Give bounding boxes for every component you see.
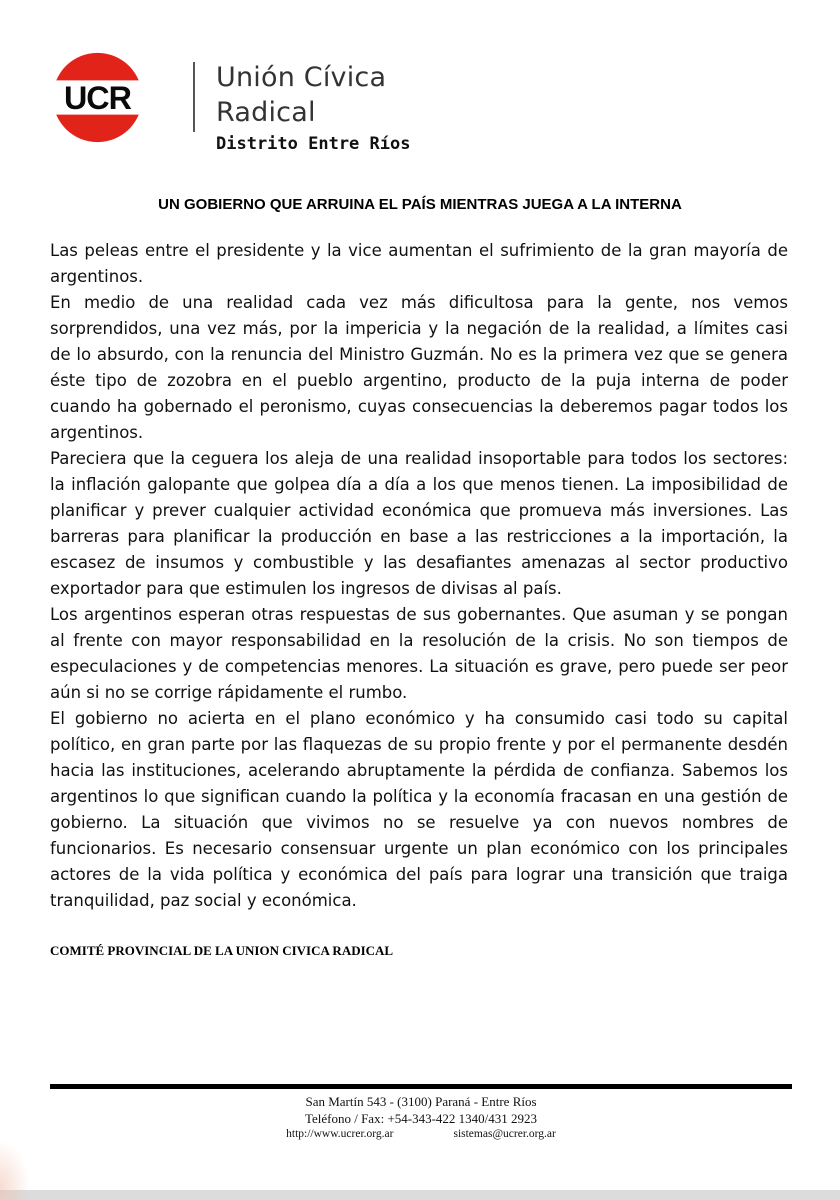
footer-contacts	[50, 1128, 792, 1140]
footer-rule	[50, 1084, 792, 1089]
body-text	[50, 238, 788, 914]
logo-separator	[193, 62, 195, 132]
paragraph-1: Las peleas entre el presidente y la vice aumentan el sufrimiento de la gran mayoría de argentinos.	[50, 241, 788, 286]
paragraph-3: Pareciera que la ceguera los aleja de una realidad insoportable para todos los sectores: la inflación galopante que golpea día a día a los que menos tienen. La imposibilidad de planificar y prever cualquier actividad económica que promueva más inversiones. Las barreras para planificar la producción en base a las restricciones a la importación, la escasez de insumos y combustible y las desafiantes amenazas al sector productivo exportador para que estimulen los ingresos de divisas al país.	[50, 449, 788, 598]
ucr-logo	[50, 50, 145, 145]
scan-bottom-edge	[0, 1190, 840, 1200]
signature: COMITÉ PROVINCIAL DE LA UNION CIVICA RADICAL	[50, 943, 394, 958]
footer-website-link[interactable]: http://www.ucrer.org.ar	[286, 1128, 394, 1140]
headline: UN GOBIERNO QUE ARRUINA EL PAÍS MIENTRAS JUEGA A LA INTERNA	[158, 196, 682, 213]
scan-smudge	[0, 1140, 30, 1200]
brand-name-line1: Unión Cívica	[216, 62, 387, 93]
paragraph-2: En medio de una realidad cada vez más dificultosa para la gente, nos vemos sorprendidos, una vez más, por la impericia y la negación de la realidad, a límites casi de lo absurdo, con la renuncia del Ministro Guzmán. No es la primera vez que se genera éste tipo de zozobra en el pueblo argentino, producto de la puja interna de poder cuando ha gobernado el peronismo, cuyas consecuencias la deberemos pagar todos los argentinos.	[50, 293, 788, 442]
footer-email-link[interactable]: sistemas@ucrer.org.ar	[453, 1128, 556, 1140]
paragraph-4: Los argentinos esperan otras respuestas de sus gobernantes. Que asuman y se pongan al frente con mayor responsabilidad en la resolución de la crisis. No son tiempos de especulaciones y de competencias menores. La situación es grave, pero puede ser peor aún si no se corrige rápidamente el rumbo.	[50, 605, 788, 702]
paragraph-5: El gobierno no acierta en el plano económico y ha consumido casi todo su capital político, en gran parte por las flaquezas de su propio frente y por el permanente desdén hacia las instituciones, acelerando abruptamente la pérdida de confianza. Sabemos los argentinos lo que significan cuando la política y la economía fracasan en una gestión de gobierno. La situación que vivimos no se resuelve ya con nuevos nombres de funcionarios. Es necesario consensuar urgente un plan económico con los principales actores de la vida política y económica del país para lograr una transición que traiga tranquilidad, paz social y económica.	[50, 709, 788, 910]
footer-phone: Teléfono / Fax: +54-343-422 1340/431 2923	[304, 1111, 538, 1126]
footer-address: San Martín 543 - (3100) Paraná - Entre Ríos	[305, 1094, 537, 1109]
brand-name-line2: Radical	[216, 97, 316, 128]
logo-text: UCR	[63, 79, 132, 116]
brand-district: Distrito Entre Ríos	[216, 134, 411, 154]
